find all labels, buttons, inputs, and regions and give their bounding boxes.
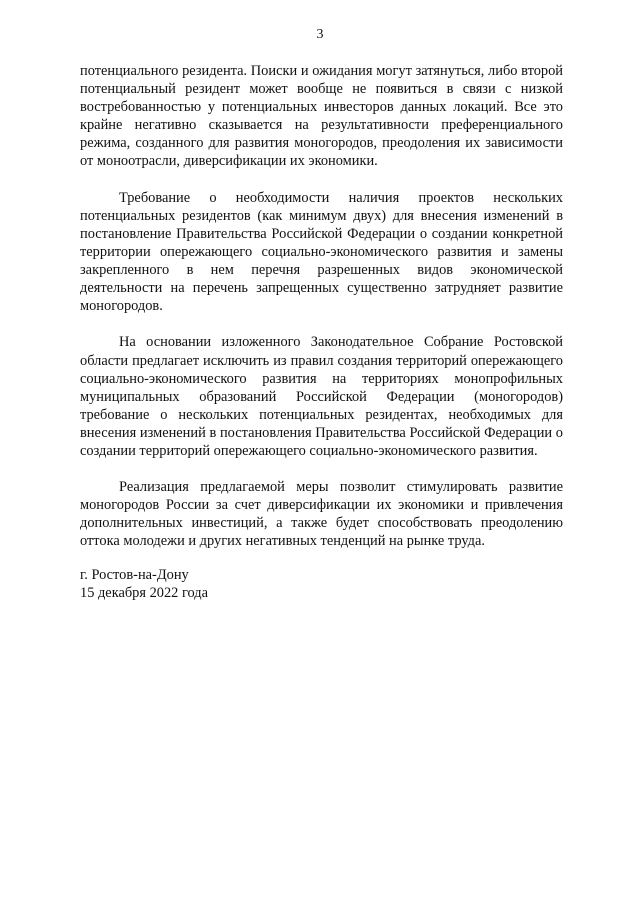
- page-number: 3: [316, 27, 324, 42]
- signature-block: [80, 566, 208, 602]
- signature-date: 15 декабря 2022 года: [80, 585, 209, 602]
- document-body: [80, 62, 563, 569]
- signature-place: г. Ростов-на-Дону: [80, 567, 189, 583]
- paragraph-outcome: Реализация предлагаемой меры позволит стимулировать развитие моногородов России за счет диверсификации их экономики и привлечения дополнительных инвестиций, а также будет способствовать преодолению оттока молодежи и других негативных тенденций на рынке труда.: [80, 479, 563, 550]
- paragraph-proposal: На основании изложенного Законодательное Собрание Ростовской области предлагает исключить из правил создания территорий опережающего социально-экономического развития на территориях монопрофильных муниципальных образований Российской Федерации (моногородов) требование о нескольких потенциальных резидентах, необходимых для внесения изменений в постановления Правительства Российской Федерации о создании территорий опережающего социально-экономического развития.: [80, 334, 563, 459]
- paragraph-requirement: Требование о необходимости наличия проектов нескольких потенциальных резидентов (как минимум двух) для внесения изменений в постановление Правительства Российской Федерации о создании конкретной территории опережающего социально-экономического развития и замены закрепленного в нем перечня разрешенных видов экономической деятельности на перечень запрещенных существенно затрудняет развитие моногородов.: [80, 189, 563, 315]
- paragraph-continuation: потенциального резидента. Поиски и ожидания могут затянуться, либо второй потенциальный резидент может вообще не появиться в связи с низкой востребованностью у потенциальных инвесторов данных локаций. Все это крайне негативно сказывается на результативности преференциального режима, созданного для развития моногородов, преодоления их зависимости от моноотрасли, диверсификации их экономики.: [80, 63, 563, 170]
